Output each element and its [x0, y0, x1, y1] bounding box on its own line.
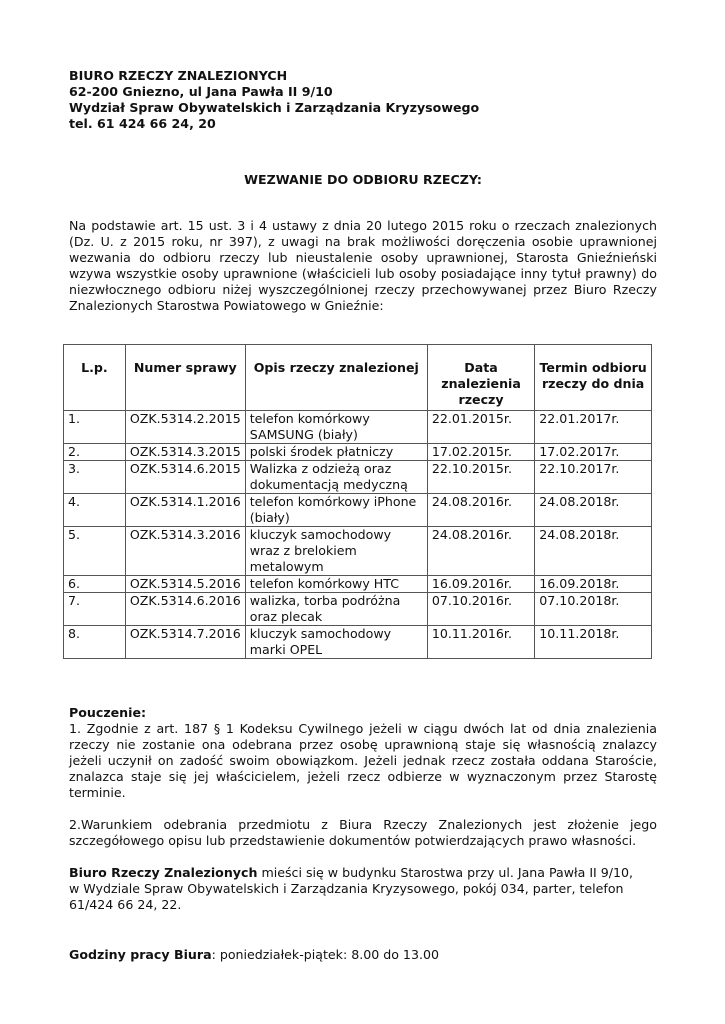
- cell-description: walizka, torba podróżna oraz plecak: [245, 593, 427, 626]
- intro-paragraph: Na podstawie art. 15 ust. 3 i 4 ustawy z dnia 20 lutego 2015 roku o rzeczach znalezionych (Dz. U. z 2015 roku, nr 397), z uwagi na brak możliwości doręczenia osobie uprawnionej wezwania do odbioru rzeczy lub nieustalenie osoby uprawnionej, Starosta Gnieźnieński wzywa wszystkie osoby uprawnione (właścicieli lub osoby posiadające inny tytuł prawny) do niezwłocznego odbioru niżej wyszczególnionej rzeczy przechowywanej przez Biuro Rzeczy Znalezionych Starostwa Powiatowego w Gnieźnie:: [69, 218, 657, 313]
- office-location: [69, 865, 657, 913]
- office-hours-text: : poniedziałek-piątek: 8.00 do 13.00: [211, 947, 439, 962]
- table-row: [64, 626, 652, 659]
- document-title: WEZWANIE DO ODBIORU RZECZY:: [244, 172, 482, 187]
- cell-description: Walizka z odzieżą oraz dokumentacją medyczną: [245, 461, 427, 494]
- cell-lp: 1.: [64, 411, 126, 444]
- cell-lp: 3.: [64, 461, 126, 494]
- cell-description: kluczyk samochodowy marki OPEL: [245, 626, 427, 659]
- cell-found-date: 07.10.2016r.: [427, 593, 534, 626]
- office-department: Wydział Spraw Obywatelskich i Zarządzania Kryzysowego: [69, 100, 480, 115]
- cell-lp: 5.: [64, 527, 126, 576]
- instruction-point-1: 1. Zgodnie z art. 187 § 1 Kodeksu Cywilnego jeżeli w ciągu dwóch lat od dnia znalezienia rzeczy nie zostanie ona odebrana przez osobę uprawnioną staje się własnością znalazcy jeżeli uczynił on zadość swoim obowiązkom. Jeżeli jednak rzecz została oddana Staroście, znalazca staje się jej właścicielem, jeżeli rzecz odbierze w wyznaczonym przez Starostę terminie.: [69, 721, 657, 800]
- cell-pickup-deadline: 22.01.2017r.: [535, 411, 652, 444]
- cell-case-number: OZK.5314.3.2015: [125, 444, 245, 461]
- cell-description: telefon komórkowy iPhone (biały): [245, 494, 427, 527]
- office-location-details: w Wydziale Spraw Obywatelskich i Zarządzania Kryzysowego, pokój 034, parter, telefon 61/424 66 24, 22.: [69, 881, 624, 912]
- table-row: [64, 411, 652, 444]
- cell-lp: 8.: [64, 626, 126, 659]
- cell-case-number: OZK.5314.6.2016: [125, 593, 245, 626]
- header-lp: L.p.: [64, 345, 126, 411]
- cell-case-number: OZK.5314.3.2016: [125, 527, 245, 576]
- header-case-number: Numer sprawy: [125, 345, 245, 411]
- table-row: [64, 527, 652, 576]
- cell-found-date: 17.02.2015r.: [427, 444, 534, 461]
- header-found-date: Data znalezienia rzeczy: [427, 345, 534, 411]
- cell-pickup-deadline: 17.02.2017r.: [535, 444, 652, 461]
- cell-found-date: 10.11.2016r.: [427, 626, 534, 659]
- header-description: Opis rzeczy znalezionej: [245, 345, 427, 411]
- office-address: 62-200 Gniezno, ul Jana Pawła II 9/10: [69, 84, 333, 99]
- cell-case-number: OZK.5314.1.2016: [125, 494, 245, 527]
- cell-found-date: 22.01.2015r.: [427, 411, 534, 444]
- office-name: BIURO RZECZY ZNALEZIONYCH: [69, 68, 288, 83]
- table-row: [64, 593, 652, 626]
- table-row: [64, 461, 652, 494]
- office-header: [69, 68, 657, 132]
- cell-description: telefon komórkowy SAMSUNG (biały): [245, 411, 427, 444]
- table-header-row: [64, 345, 652, 411]
- cell-description: kluczyk samochodowy wraz z brelokiem metalowym: [245, 527, 427, 576]
- found-items-table: [63, 344, 652, 659]
- cell-description: polski środek płatniczy: [245, 444, 427, 461]
- cell-case-number: OZK.5314.7.2016: [125, 626, 245, 659]
- cell-lp: 2.: [64, 444, 126, 461]
- instruction-point-2: 2.Warunkiem odebrania przedmiotu z Biura Rzeczy Znalezionych jest złożenie jego szczegółowego opisu lub przedstawienie dokumentów potwierdzających prawo własności.: [69, 817, 657, 848]
- office-hours-label: Godziny pracy Biura: [69, 947, 212, 962]
- document-page: [69, 68, 657, 963]
- table-row: [64, 444, 652, 461]
- cell-case-number: OZK.5314.5.2016: [125, 576, 245, 593]
- cell-description: telefon komórkowy HTC: [245, 576, 427, 593]
- cell-lp: 4.: [64, 494, 126, 527]
- table-row: [64, 494, 652, 527]
- cell-pickup-deadline: 22.10.2017r.: [535, 461, 652, 494]
- cell-pickup-deadline: 24.08.2018r.: [535, 494, 652, 527]
- cell-case-number: OZK.5314.2.2015: [125, 411, 245, 444]
- cell-found-date: 24.08.2016r.: [427, 494, 534, 527]
- cell-found-date: 22.10.2015r.: [427, 461, 534, 494]
- cell-pickup-deadline: 24.08.2018r.: [535, 527, 652, 576]
- office-location-text: mieści się w budynku Starostwa przy ul. Jana Pawła II 9/10,: [257, 865, 634, 880]
- cell-lp: 7.: [64, 593, 126, 626]
- instruction-heading: Pouczenie:: [69, 705, 147, 720]
- cell-found-date: 16.09.2016r.: [427, 576, 534, 593]
- cell-lp: 6.: [64, 576, 126, 593]
- office-hours: [69, 947, 657, 963]
- cell-pickup-deadline: 10.11.2018r.: [535, 626, 652, 659]
- table-row: [64, 576, 652, 593]
- cell-pickup-deadline: 16.09.2018r.: [535, 576, 652, 593]
- office-location-label: Biuro Rzeczy Znalezionych: [69, 865, 258, 880]
- cell-found-date: 24.08.2016r.: [427, 527, 534, 576]
- cell-pickup-deadline: 07.10.2018r.: [535, 593, 652, 626]
- header-pickup-deadline: Termin odbioru rzeczy do dnia: [535, 345, 652, 411]
- office-phone: tel. 61 424 66 24, 20: [69, 116, 216, 131]
- cell-case-number: OZK.5314.6.2015: [125, 461, 245, 494]
